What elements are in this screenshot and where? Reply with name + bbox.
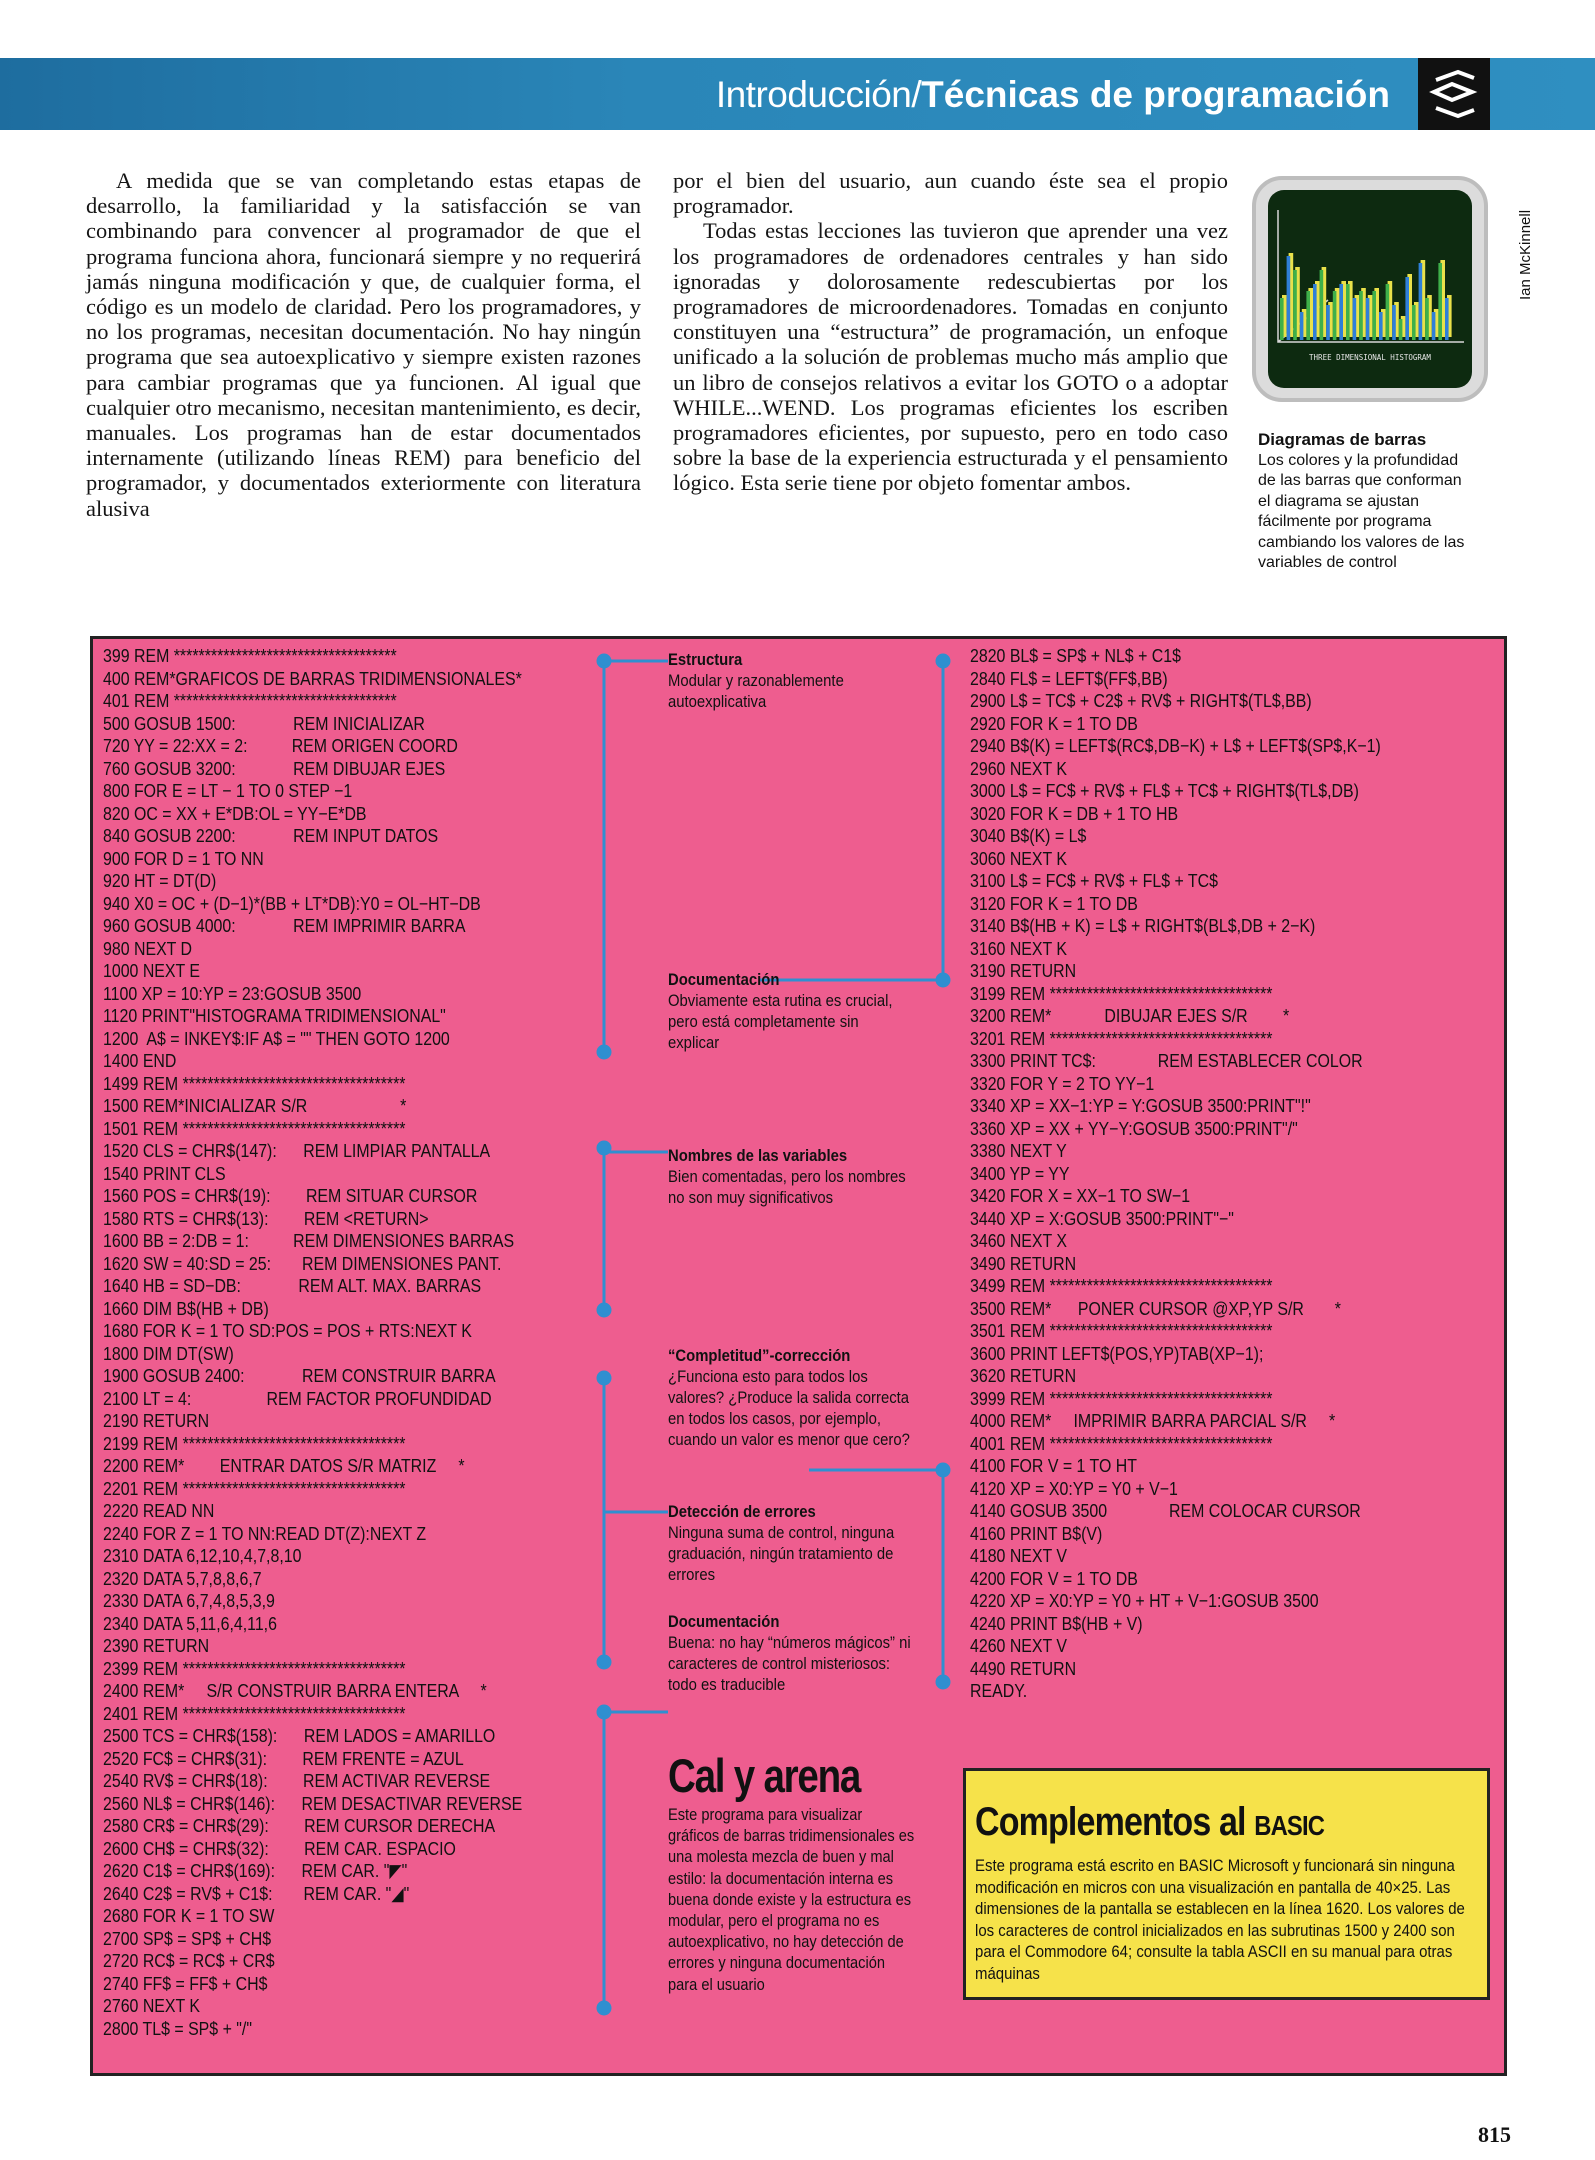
histogram-bar [1438,263,1442,340]
code-line: 2340 DATA 5,11,6,4,11,6 [103,1612,277,1634]
code-line: 2399 REM ************************************ [103,1657,406,1679]
annotation-documentacion-2 [668,1612,911,1696]
code-line: 2401 REM ************************************ [103,1702,406,1724]
code-line: 2620 C1$ = CHR$(169): REM CAR. "◤" [103,1860,408,1881]
code-line: 3100 L$ = FC$ + RV$ + FL$ + TC$ [970,870,1218,891]
code-line: 3040 B$(K) = L$ [970,825,1087,846]
code-line: 3201 REM ************************************ [970,1027,1273,1049]
code-line: 4220 XP = X0:YP = Y0 + HT + V−1:GOSUB 3500 [970,1590,1319,1611]
code-line: 2201 REM ************************************ [103,1477,406,1499]
code-line: 1620 SW = 40:SD = 25: REM DIMENSIONES PANT. [103,1252,502,1274]
photo-credit: Ian McKinnell [1517,209,1534,300]
annotation-documentacion-1 [668,970,911,1054]
code-line: READY. [970,1680,1028,1701]
code-line: 399 REM ************************************ [103,645,397,666]
histogram-bar [1300,312,1304,340]
histogram-bar [1432,312,1436,340]
code-line: 2740 FF$ = FF$ + CH$ [103,1972,268,1994]
code-line: 800 FOR E = LT − 1 TO 0 STEP −1 [103,780,353,801]
code-line: 4240 PRINT B$(HB + V) [970,1612,1143,1634]
annotation-text: Ninguna suma de control, ninguna graduación, ningún tratamiento de errores [668,1524,895,1584]
page-number: 815 [1478,2122,1511,2147]
code-line: 4200 FOR V = 1 TO DB [970,1567,1138,1589]
intro-column-2 [673,168,1228,496]
complementos-title-main: Complementos al [975,1800,1246,1844]
code-line: 2500 TCS = CHR$(158): REM LADOS = AMARILLO [103,1725,496,1746]
code-line: 4001 REM ************************************ [970,1432,1273,1454]
code-line: 2200 REM* ENTRAR DATOS S/R MATRIZ * [103,1455,465,1476]
code-line: 840 GOSUB 2200: REM INPUT DATOS [103,825,439,846]
code-line: 2390 RETURN [103,1635,210,1656]
code-line: 3500 REM* PONER CURSOR @XP,YP S/R * [970,1297,1342,1319]
histogram-bar [1346,284,1350,340]
figure-caption-text: Los colores y la profundidad de las barras que conforman el diagrama se ajustan fácilmente por programa cambiando los valores de las variables de control [1258,451,1465,571]
code-line: 2560 NL$ = CHR$(146): REM DESACTIVAR REVERSE [103,1792,523,1814]
code-line: 1120 PRINT"HISTOGRAMA TRIDIMENSIONAL" [103,1005,446,1026]
series-logo-icon [1418,58,1490,130]
code-line: 900 FOR D = 1 TO NN [103,847,264,869]
code-line: 2960 NEXT K [970,757,1067,779]
histogram-bar [1339,284,1343,340]
intro-column-1 [86,168,641,521]
code-line: 2820 BL$ = SP$ + NL$ + C1$ [970,645,1181,666]
code-line: 1680 FOR K = 1 TO SD:POS = POS + RTS:NEXT K [103,1320,472,1341]
code-line: 2320 DATA 5,7,8,8,6,7 [103,1567,262,1589]
annotation-title: “Completitud”-corrección [668,1347,851,1365]
code-line: 2700 SP$ = SP$ + CH$ [103,1927,272,1949]
code-line: 4490 RETURN [970,1657,1077,1679]
code-line: 3200 REM* DIBUJAR EJES S/R * [970,1005,1290,1026]
intro-paragraph-2: por el bien del usuario, aun cuando éste sea el propio programador. [673,168,1228,219]
code-line: 3190 RETURN [970,960,1077,981]
histogram-bar [1366,298,1370,340]
histogram-screen [1268,190,1472,388]
code-line: 1580 RTS = CHR$(13): REM <RETURN> [103,1207,429,1229]
code-line: 401 REM ************************************ [103,690,397,711]
code-line: 920 HT = DT(D) [103,870,217,891]
code-line: 1499 REM ************************************ [103,1072,406,1094]
code-line: 2900 L$ = TC$ + C2$ + RV$ + RIGHT$(TL$,BB) [970,690,1312,711]
code-line: 2220 READ NN [103,1500,215,1521]
code-line: 4260 NEXT V [970,1635,1067,1656]
annotation-nombres-variables [668,1146,911,1209]
code-line: 2940 B$(K) = LEFT$(RC$,DB−K) + L$ + LEFT$(SP$,K−1) [970,735,1381,756]
code-line: 980 NEXT D [103,937,193,959]
histogram-bar [1386,284,1390,340]
code-line: 2760 NEXT K [103,1995,200,2016]
histogram-bar [1333,291,1337,340]
code-line: 3999 REM ************************************ [970,1387,1273,1409]
code-line: 2920 FOR K = 1 TO DB [970,712,1138,734]
annotation-title: Estructura [668,651,743,669]
code-line: 3060 NEXT K [970,847,1067,869]
code-line: 3499 REM ************************************ [970,1275,1273,1296]
code-line: 3300 PRINT TC$: REM ESTABLECER COLOR [970,1050,1363,1071]
code-line: 3140 B$(HB + K) = L$ + RIGHT$(BL$,DB + 2−K) [970,915,1316,936]
histogram-bar [1313,284,1317,340]
annotation-title: Nombres de las variables [668,1147,848,1165]
code-line: 2800 TL$ = SP$ + "/" [103,2017,252,2039]
code-line: 2600 CH$ = CHR$(32): REM CAR. ESPACIO [103,1837,456,1859]
histogram-image [1268,190,1472,388]
intro-paragraph-1: A medida que se van completando estas etapas de desarrollo, la familiaridad y la satisfacción se van combinando para convencer al programador de que el programa funciona ahora, funcionará siempre y no requerirá jamás ninguna modificación y que, de cualquier forma, el código es un modelo de claridad. Pero los programadores, y no los programas, necesitan documentación. No hay ningún programa que sea autoexplicativo y siempre existen razones para cambiar programas que ya funcionen. Al igual que cualquier otro mecanismo, necesitan mantenimiento, es decir, manuales. Los programas han de estar documentados internamente (utilizando líneas REM) para beneficio del programador, y documentados exteriormente con literatura alusiva [86,168,641,521]
code-line: 820 OC = XX + E*DB:OL = YY−E*DB [103,802,367,824]
code-line: 2400 REM* S/R CONSTRUIR BARRA ENTERA * [103,1680,487,1701]
code-line: 940 X0 = OC + (D−1)*(BB + LT*DB):Y0 = OL−HT−DB [103,892,481,914]
annotation-text: Modular y razonablemente autoexplicativa [668,672,844,711]
code-line: 2840 FL$ = LEFT$(FF$,BB) [970,667,1168,689]
histogram-bar [1399,319,1403,340]
code-line: 3620 RETURN [970,1365,1077,1386]
code-line: 720 YY = 22:XX = 2: REM ORIGEN COORD [103,735,458,756]
code-line: 1640 HB = SD−DB: REM ALT. MAX. BARRAS [103,1275,482,1296]
histogram-bar [1320,270,1324,340]
code-line: 4180 NEXT V [970,1545,1067,1566]
code-line: 3380 NEXT Y [970,1140,1067,1161]
code-line: 1540 PRINT CLS [103,1162,226,1184]
annotation-text: Obviamente esta rutina es crucial, pero está completamente sin explicar [668,992,893,1052]
code-line: 2640 C2$ = RV$ + C1$: REM CAR. "◢" [103,1882,410,1904]
code-line: 3020 FOR K = DB + 1 TO HB [970,802,1179,824]
figure-caption [1258,430,1548,574]
code-line: 2240 FOR Z = 1 TO NN:READ DT(Z):NEXT Z [103,1522,427,1544]
code-line: 1660 DIM B$(HB + DB) [103,1297,269,1319]
annotation-text: Bien comentadas, pero los nombres no son muy significativos [668,1168,906,1207]
code-line: 3000 L$ = FC$ + RV$ + FL$ + TC$ + RIGHT$(TL$,DB) [970,780,1359,801]
histogram-bar [1287,256,1291,340]
code-line: 3360 XP = XX + YY−Y:GOSUB 3500:PRINT"/" [970,1117,1298,1139]
code-line: 3400 YP = YY [970,1162,1070,1184]
code-line: 1100 XP = 10:YP = 23:GOSUB 3500 [103,982,362,1004]
histogram-bar [1379,312,1383,340]
histogram-bar [1280,298,1284,340]
header-section: Introducción/ [715,74,922,115]
histogram-bar [1306,291,1310,340]
code-line: 3160 NEXT K [970,937,1067,959]
code-line: 760 GOSUB 3200: REM DIBUJAR EJES [103,757,446,779]
histogram-bar [1372,291,1376,340]
annotation-deteccion-errores [668,1502,911,1586]
code-line: 2310 DATA 6,12,10,4,7,8,10 [103,1545,302,1566]
histogram-bar [1445,298,1449,340]
code-line: 2540 RV$ = CHR$(18): REM ACTIVAR REVERSE [103,1770,491,1791]
code-line: 2720 RC$ = RC$ + CR$ [103,1950,275,1971]
code-line: 3320 FOR Y = 2 TO YY−1 [970,1072,1155,1094]
code-line: 3120 FOR K = 1 TO DB [970,892,1138,914]
annotation-text: ¿Funciona esto para todos los valores? ¿Produce la salida correcta en todos los casos, por ejemplo, cuando un valor es menor que cero? [668,1368,910,1449]
histogram-bar [1425,298,1429,340]
complementos-title-basic: BASIC [1254,1810,1325,1841]
histogram-bar [1405,277,1409,340]
histogram-bar [1392,305,1396,340]
code-line: 1560 POS = CHR$(19): REM SITUAR CURSOR [103,1185,478,1206]
code-line: 1600 BB = 2:DB = 1: REM DIMENSIONES BARRAS [103,1230,515,1251]
annotation-text: Buena: no hay “números mágicos” ni caracteres de control misteriosos: todo es traducible [668,1634,911,1694]
code-line: 3420 FOR X = XX−1 TO SW−1 [970,1185,1191,1206]
histogram-bar [1353,298,1357,340]
code-line: 2580 CR$ = CHR$(29): REM CURSOR DERECHA [103,1815,496,1836]
code-column-left [103,645,522,2040]
code-line: 1900 GOSUB 2400: REM CONSTRUIR BARRA [103,1365,496,1386]
code-line: 3501 REM ************************************ [970,1320,1273,1341]
code-line: 1800 DIM DT(SW) [103,1342,234,1364]
histogram-screen-label: THREE DIMENSIONAL HISTOGRAM [1309,353,1431,362]
code-line: 1000 NEXT E [103,960,200,981]
code-line: 2520 FC$ = CHR$(31): REM FRENTE = AZUL [103,1747,464,1769]
histogram-bar [1326,305,1330,340]
code-line: 2100 LT = 4: REM FACTOR PROFUNDIDAD [103,1387,492,1409]
complementos-text: Este programa está escrito en BASIC Microsoft y funcionará sin ninguna modificación en micros con una visualización en pantalla de 40×25. Las dimensiones de la pantalla se establecen en la línea 1620. Los valores de los caracteres de control inicializados en las subrutinas 1500 y 2400 son para el Commodore 64; consulte la tabla ASCII en su manual para otras máquinas [975,1856,1465,1983]
code-line: 3340 XP = XX−1:YP = Y:GOSUB 3500:PRINT"!" [970,1095,1311,1116]
annotation-title: Documentación [668,971,780,989]
code-line: 2199 REM ************************************ [103,1432,406,1454]
code-line: 2330 DATA 6,7,4,8,5,3,9 [103,1590,275,1611]
annotation-completitud [668,1346,911,1451]
code-line: 500 GOSUB 1500: REM INICIALIZAR [103,712,425,734]
histogram-bar [1412,305,1416,340]
cal-arena-text: Este programa para visualizar gráficos de barras tridimensionales es una molesta mezcla de buen y mal estilo: la documentación interna es buena donde existe y la estructura es modular, pero el programa no es autoexplicativo, no hay detección de errores y ninguna documentación para el usuario [668,1805,915,1994]
code-line: 2680 FOR K = 1 TO SW [103,1905,275,1926]
code-line: 960 GOSUB 4000: REM IMPRIMIR BARRA [103,915,466,936]
code-line: 4160 PRINT B$(V) [970,1522,1103,1544]
code-line: 1200 A$ = INKEY$:IF A$ = "" THEN GOTO 1200 [103,1027,450,1049]
code-line: 4120 XP = X0:YP = Y0 + V−1 [970,1477,1178,1499]
code-line: 2190 RETURN [103,1410,210,1431]
code-line: 3199 REM ************************************ [970,982,1273,1004]
cal-arena-title: Cal y arena [668,1749,861,1802]
code-line: 3600 PRINT LEFT$(POS,YP)TAB(XP−1); [970,1342,1264,1364]
code-line: 4000 REM* IMPRIMIR BARRA PARCIAL S/R * [970,1410,1336,1431]
header-topic: Técnicas de programación [921,74,1390,115]
figure-caption-title: Diagramas de barras [1258,430,1427,449]
annotation-estructura [668,650,911,713]
code-line: 400 REM*GRAFICOS DE BARRAS TRIDIMENSIONALES* [103,667,522,689]
code-line: 1400 END [103,1050,177,1071]
code-line: 1520 CLS = CHR$(147): REM LIMPIAR PANTALLA [103,1140,491,1161]
histogram-bar [1293,270,1297,340]
code-line: 4140 GOSUB 3500 REM COLOCAR CURSOR [970,1500,1361,1521]
annotation-title: Documentación [668,1613,780,1631]
code-column-right [970,645,1381,1703]
code-line: 1501 REM ************************************ [103,1117,406,1139]
header-title [716,70,1390,120]
code-line: 3440 XP = X:GOSUB 3500:PRINT"−" [970,1207,1234,1229]
code-line: 1500 REM*INICIALIZAR S/R * [103,1095,407,1116]
complementos-title [975,1800,1324,1845]
annotation-title: Detección de errores [668,1503,816,1521]
intro-paragraph-3: Todas estas lecciones las tuvieron que aprender una vez los programadores de ordenadores centrales y han sido ignoradas y dolorosamente redescubiertas por los programadores de microordenadores. Tomadas en conjunto constituyen una “estructura” de programación, un enfoque unificado a la solución de problemas mucho más amplio que un libro de consejos relativos a evitar los GOTO o a adoptar WHILE...WEND. Los programas eficientes los escriben programadores eficientes, por supuesto, pero en todo caso sobre la base de la experiencia estructurada y el pensamiento lógico. Esta serie tiene por objeto fomentar ambos. [673,218,1228,496]
code-line: 3490 RETURN [970,1252,1077,1274]
code-line: 4100 FOR V = 1 TO HT [970,1455,1137,1476]
code-line: 3460 NEXT X [970,1230,1067,1251]
histogram-bar [1359,291,1363,340]
histogram-bar [1419,263,1423,340]
